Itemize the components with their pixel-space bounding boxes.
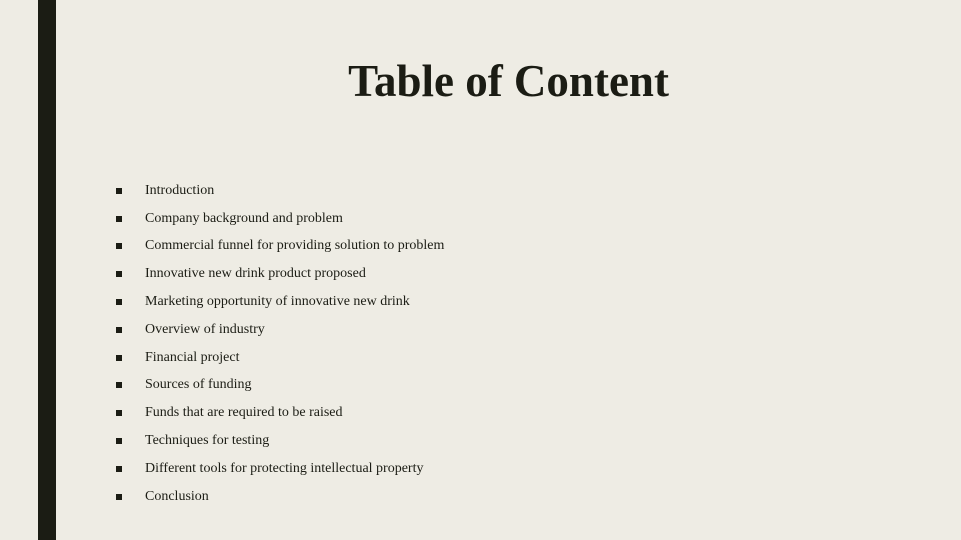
square-bullet-icon [116,466,122,472]
square-bullet-icon [116,299,122,305]
list-item [116,316,444,344]
square-bullet-icon [116,327,122,333]
list-item [116,483,444,511]
list-item-label: Financial project [145,349,240,365]
table-of-contents-list [116,177,444,511]
square-bullet-icon [116,494,122,500]
list-item-label: Conclusion [145,488,209,504]
square-bullet-icon [116,271,122,277]
list-item-label: Funds that are required to be raised [145,405,343,421]
list-item [116,455,444,483]
list-item [116,205,444,233]
list-item-label: Techniques for testing [145,433,270,449]
list-item [116,427,444,455]
square-bullet-icon [116,410,122,416]
square-bullet-icon [116,216,122,222]
list-item [116,288,444,316]
list-item [116,233,444,261]
list-item [116,260,444,288]
list-item [116,344,444,372]
square-bullet-icon [116,382,122,388]
list-item [116,372,444,400]
list-item-label: Sources of funding [145,377,252,393]
square-bullet-icon [116,243,122,249]
square-bullet-icon [116,188,122,194]
list-item [116,399,444,427]
square-bullet-icon [116,438,122,444]
list-item-label: Innovative new drink product proposed [145,266,366,282]
square-bullet-icon [116,355,122,361]
list-item-label: Commercial funnel for providing solution to problem [145,238,445,254]
list-item-label: Introduction [145,182,215,198]
list-item-label: Marketing opportunity of innovative new drink [145,294,410,310]
slide-title: Table of Content [348,56,669,106]
list-item [116,177,444,205]
list-item-label: Overview of industry [145,321,265,337]
list-item-label: Company background and problem [145,210,343,226]
list-item-label: Different tools for protecting intellectual property [145,460,424,476]
accent-bar [38,0,56,540]
